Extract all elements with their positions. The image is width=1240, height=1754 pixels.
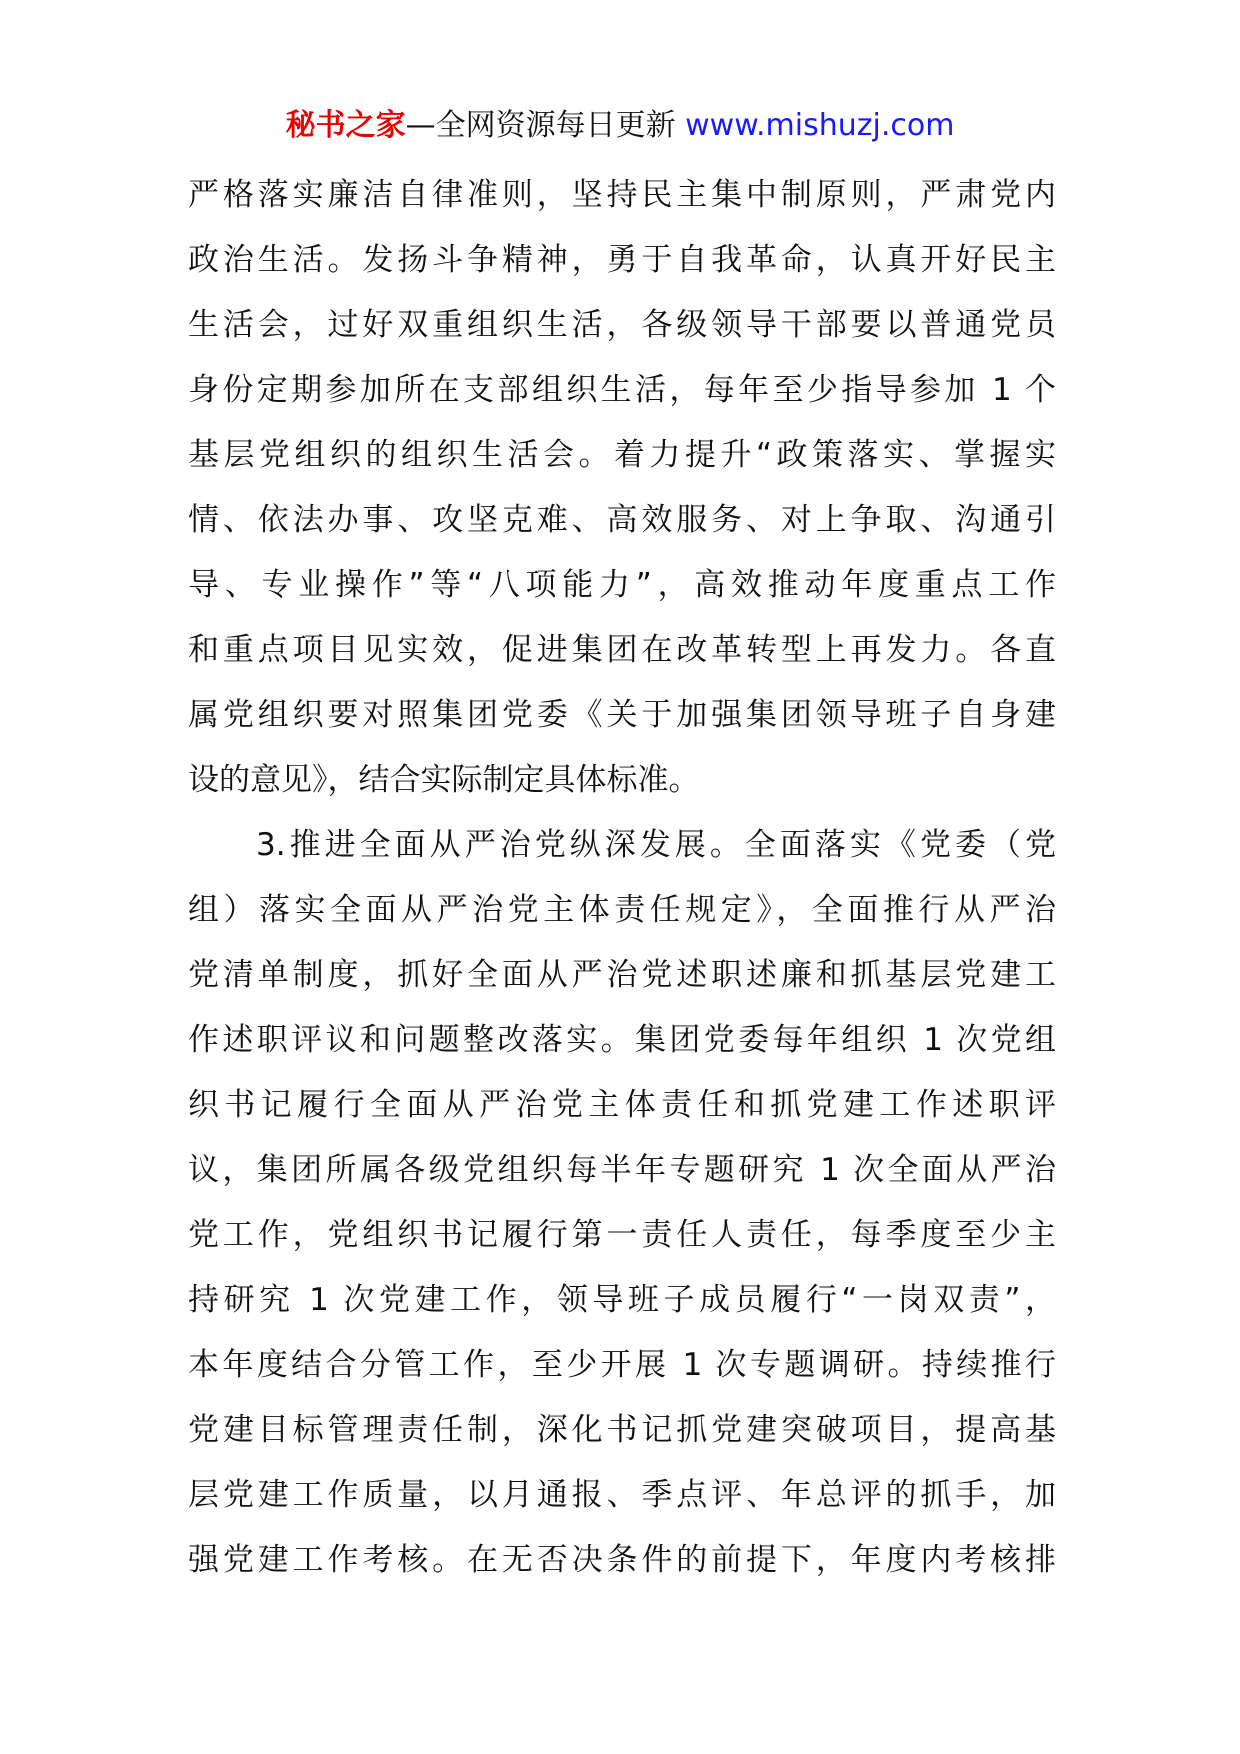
text-line: 严格落实廉洁自律准则，坚持民主集中制原则，严肃党内 [188,177,1056,213]
text-line: 层党建工作质量，以月通报、季点评、年总评的抓手，加 [188,1477,1056,1513]
text-line: 强党建工作考核。在无否决条件的前提下，年度内考核排 [188,1542,1056,1578]
text-line: 党工作，党组织书记履行第一责任人责任，每季度至少主 [188,1217,1056,1253]
text-line: 织书记履行全面从严治党主体责任和抓党建工作述职评 [188,1087,1056,1123]
text-line: 导、专业操作”等“八项能力”，高效推动年度重点工作 [188,567,1056,603]
text-line: 组）落实全面从严治党主体责任规定》，全面推行从严治 [188,892,1056,928]
text-line: 身份定期参加所在支部组织生活，每年至少指导参加 1 个 [188,372,1056,408]
text-line: 生活会，过好双重组织生活，各级领导干部要以普通党员 [188,307,1056,343]
text-line: 党清单制度，抓好全面从严治党述职述廉和抓基层党建工 [188,957,1056,993]
header-brand: 秘书之家 [285,108,406,143]
text-line: 政治生活。发扬斗争精神，勇于自我革命，认真开好民主 [188,242,1056,278]
text-line: 情、依法办事、攻坚克难、高效服务、对上争取、沟通引 [188,502,1056,538]
section-heading-line: 3.推进全面从严治党纵深发展。全面落实《党委（党 [256,827,1056,863]
text-line: 党建目标管理责任制，深化书记抓党建突破项目，提高基 [188,1412,1056,1448]
text-line: 持研究 1 次党建工作，领导班子成员履行“一岗双责”， [188,1282,1056,1318]
header-site-link[interactable]: www.mishuzj.com [685,108,955,143]
page-header [0,98,1240,154]
header-tagline: —全网资源每日更新 [405,108,686,143]
text-line: 议，集团所属各级党组织每半年专题研究 1 次全面从严治 [188,1152,1056,1188]
text-line: 本年度结合分管工作，至少开展 1 次专题调研。持续推行 [188,1347,1056,1383]
text-line: 和重点项目见实效，促进集团在改革转型上再发力。各直 [188,632,1056,668]
document-body [188,163,1056,1593]
text-line: 作述职评议和问题整改落实。集团党委每年组织 1 次党组 [188,1022,1056,1058]
text-line: 设的意见》，结合实际制定具体标准。 [188,762,700,798]
text-line: 基层党组织的组织生活会。着力提升“政策落实、掌握实 [188,437,1056,473]
text-line: 属党组织要对照集团党委《关于加强集团领导班子自身建 [188,697,1056,733]
